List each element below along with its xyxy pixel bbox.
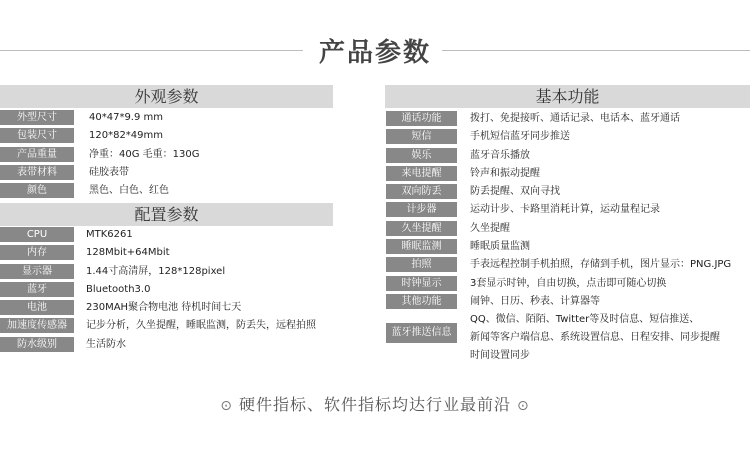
config-header: 配置参数 — [0, 203, 333, 226]
row-value: 230MAH聚合物电池 待机时间七天 — [86, 302, 242, 314]
row-value: 净重：40G 毛重：130G — [89, 148, 200, 160]
table-row-push — [386, 311, 750, 367]
table-row — [0, 263, 333, 281]
appearance-table — [0, 109, 333, 200]
row-value: 3套显示时钟，自由切换，点击即可随心切换 — [470, 277, 667, 289]
row-value: MTK6261 — [86, 229, 133, 240]
table-row — [0, 146, 333, 164]
row-label: 其他功能 — [386, 294, 457, 309]
table-row — [386, 147, 750, 165]
table-row — [386, 183, 750, 201]
table-row — [386, 293, 750, 311]
row-label: 时钟显示 — [386, 276, 457, 291]
table-row — [386, 275, 750, 293]
row-label: 产品重量 — [0, 147, 74, 162]
row-value: 生活防水 — [86, 338, 126, 350]
row-label: 加速度传感器 — [0, 318, 74, 333]
row-label: 电池 — [0, 300, 74, 315]
row-value: 记步分析，久坐提醒，睡眠监测，防丢失，远程拍照 — [86, 320, 316, 332]
row-value: 128Mbit+64Mbit — [86, 247, 170, 259]
row-value: 1.44寸高清屏，128*128pixel — [86, 265, 226, 277]
row-value: 闹钟、日历、秒表、计算器等 — [470, 295, 600, 307]
row-value-line: 时间设置同步 — [470, 350, 530, 362]
row-value: Bluetooth3.0 — [86, 283, 151, 295]
row-value: 铃声和振动提醒 — [470, 167, 540, 179]
row-value: 防丢提醒、双向寻找 — [470, 186, 560, 198]
row-label: 来电提醒 — [386, 166, 457, 181]
row-value-line: 新闻等客户端信息、系统设置信息、日程安排、同步提醒 — [470, 332, 720, 344]
row-value: 手机短信蓝牙同步推送 — [470, 131, 570, 143]
config-table — [0, 226, 333, 354]
table-row — [386, 165, 750, 183]
row-value-line: QQ、微信、陌陌、Twitter等及时信息、短信推送、 — [470, 314, 700, 326]
slogan — [0, 392, 750, 415]
row-label: 表带材料 — [0, 165, 74, 180]
page-title: 产品参数 — [318, 38, 431, 68]
row-label: 防水级别 — [0, 337, 74, 352]
table-row — [0, 127, 333, 145]
row-label: 包装尺寸 — [0, 128, 74, 143]
table-row — [386, 220, 750, 238]
table-row — [0, 281, 333, 299]
appearance-header: 外观参数 — [0, 85, 333, 108]
table-row — [386, 128, 750, 146]
functions-table — [386, 110, 750, 368]
row-label: 久坐提醒 — [386, 221, 457, 236]
table-row — [386, 110, 750, 128]
row-label: 蓝牙 — [0, 282, 74, 297]
table-row — [0, 244, 333, 262]
circle-dot-icon: ⊙ — [517, 398, 530, 414]
row-value: 蓝牙音乐播放 — [470, 149, 530, 161]
table-row — [0, 182, 333, 200]
row-label: 双向防丢 — [386, 184, 457, 199]
row-value: 拨打、免提接听、通话记录、电话本、蓝牙通话 — [470, 113, 680, 124]
row-label: 拍照 — [386, 257, 457, 272]
row-value: 黑色、白色、红色 — [89, 185, 169, 197]
row-label: 颜色 — [0, 183, 74, 198]
row-label: 睡眠监测 — [386, 239, 457, 254]
table-row — [0, 317, 333, 335]
row-value: 睡眠质量监测 — [470, 241, 530, 253]
table-row — [0, 226, 333, 244]
table-row — [0, 336, 333, 354]
functions-header: 基本功能 — [385, 85, 750, 108]
slogan-text: 硬件指标、软件指标均达行业最前沿 — [238, 395, 511, 414]
table-row — [386, 256, 750, 274]
row-value: 40*47*9.9 mm — [89, 112, 164, 123]
table-row — [386, 238, 750, 256]
row-value: 120*82*49mm — [89, 130, 164, 142]
circle-dot-icon: ⊙ — [220, 398, 233, 414]
row-value: 硅胶表带 — [89, 166, 129, 178]
table-row — [0, 109, 333, 127]
row-label: 显示器 — [0, 264, 74, 279]
row-label: 蓝牙推送信息 — [386, 323, 457, 343]
table-row — [0, 164, 333, 182]
row-label: 通话功能 — [386, 111, 457, 126]
row-label: 短信 — [386, 129, 457, 144]
row-value: 手表远程控制手机拍照，存储到手机，图片显示：PNG.JPG — [470, 259, 732, 271]
table-row — [0, 299, 333, 317]
row-value: 久坐提醒 — [470, 222, 510, 234]
row-value: 运动计步、卡路里消耗计算，运动量程记录 — [470, 204, 660, 216]
row-label: 内存 — [0, 245, 74, 260]
row-label: CPU — [0, 227, 74, 242]
row-label: 娱乐 — [386, 148, 457, 163]
row-label: 计步器 — [386, 202, 457, 217]
row-label: 外型尺寸 — [0, 110, 74, 125]
table-row — [386, 201, 750, 219]
